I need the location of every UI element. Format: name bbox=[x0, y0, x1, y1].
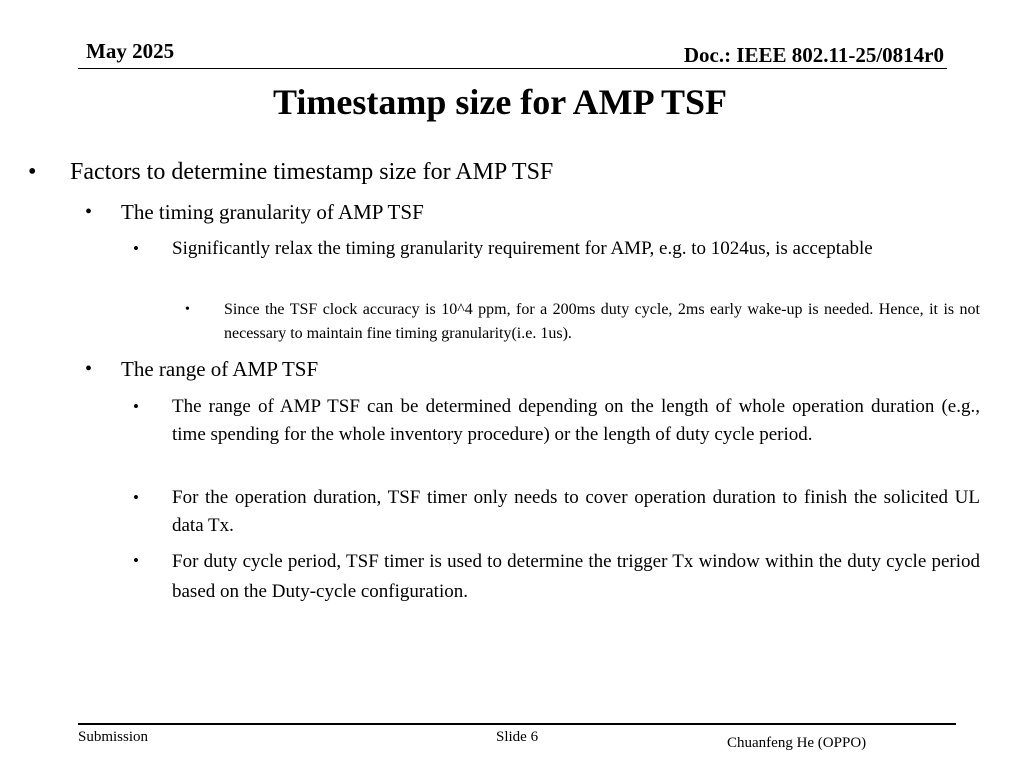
slide-title: Timestamp size for AMP TSF bbox=[273, 82, 727, 122]
bullet-icon: • bbox=[85, 358, 93, 380]
bullet-factors: Factors to determine timestamp size for AMP TSF bbox=[70, 159, 554, 185]
header-divider bbox=[78, 68, 947, 69]
bullet-icon: • bbox=[28, 159, 37, 185]
header-doc-id: Doc.: IEEE 802.11-25/0814r0 bbox=[683, 43, 944, 67]
bullet-icon: • bbox=[133, 551, 139, 570]
bullet-clock-accuracy: Since the TSF clock accuracy is 10^4 ppm, for a 200ms duty cycle, 2ms early wake-up is needed. Hence, it is not necessary to maintain fine timing granularity(i.e. 1us). bbox=[224, 301, 980, 342]
bullet-range-determined: The range of AMP TSF can be determined depending on the length of whole operation duration (e.g., time spending for the whole inventory procedure) or the length of duty cycle period. bbox=[172, 396, 980, 445]
bullet-relax-granularity: Significantly relax the timing granularity requirement for AMP, e.g. to 1024us, is acceptable bbox=[172, 238, 873, 259]
footer-submission: Submission bbox=[78, 729, 149, 745]
bullet-icon: • bbox=[133, 239, 139, 258]
bullet-icon: • bbox=[185, 302, 190, 317]
footer-slide-number: Slide 6 bbox=[496, 729, 539, 745]
bullet-operation-duration: For the operation duration, TSF timer only needs to cover operation duration to finish the solicited UL data Tx. bbox=[172, 487, 980, 536]
header-date: May 2025 bbox=[86, 39, 175, 63]
footer-divider bbox=[78, 723, 956, 725]
bullet-duty-cycle: For duty cycle period, TSF timer is used to determine the trigger Tx window within the duty cycle period based on the Duty-cycle configuration. bbox=[172, 551, 980, 602]
bullet-range: The range of AMP TSF bbox=[121, 357, 319, 381]
bullet-icon: • bbox=[85, 201, 93, 223]
bullet-icon: • bbox=[133, 397, 139, 416]
bullet-granularity: The timing granularity of AMP TSF bbox=[121, 200, 424, 224]
bullet-icon: • bbox=[133, 488, 139, 507]
footer-author: Chuanfeng He (OPPO) bbox=[727, 735, 867, 751]
